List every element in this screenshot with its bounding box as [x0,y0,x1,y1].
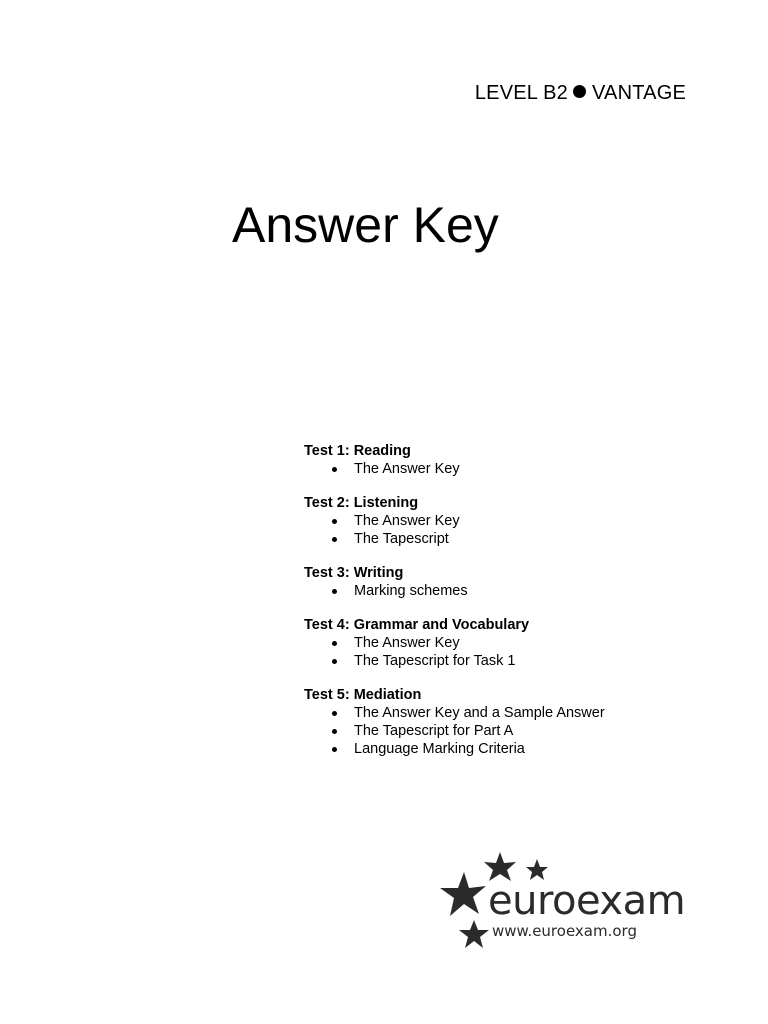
logo-url: www.euroexam.org [492,922,637,940]
star-bottom-icon [459,920,489,948]
bullet-icon [332,659,337,664]
list-item: The Answer Key [304,460,704,478]
list-item: The Tapescript [304,530,704,548]
star-small-icon [526,859,548,880]
logo-wordmark: euroexam [488,878,686,924]
bullet-icon [332,641,337,646]
section-test-1 [304,442,704,478]
bullet-icon [332,747,337,752]
page-title: Answer Key [232,197,499,253]
section-test-5 [304,686,704,758]
bullet-icon [332,537,337,542]
star-large-icon [440,872,486,916]
bullet-icon [332,519,337,524]
section-heading: Test 1: Reading [304,443,411,459]
list-item: The Answer Key and a Sample Answer [304,704,704,722]
bullet-icon [332,467,337,472]
list-item: The Answer Key [304,634,704,652]
level-name: VANTAGE [591,82,686,104]
bullet-icon [332,711,337,716]
section-heading: Test 3: Writing [304,565,404,581]
section-test-3 [304,564,704,600]
level-header [475,82,686,105]
bullet-icon [332,589,337,594]
bullet-dot-icon [573,85,586,98]
section-test-2 [304,494,704,548]
list-item: Language Marking Criteria [304,740,704,758]
list-item: Marking schemes [304,582,704,600]
list-item: The Tapescript for Task 1 [304,652,704,670]
list-item: The Answer Key [304,512,704,530]
list-item: The Tapescript for Part A [304,722,704,740]
euroexam-logo [436,848,706,958]
section-test-4 [304,616,704,670]
section-heading: Test 5: Mediation [304,687,422,703]
contents-list [304,442,704,774]
section-heading: Test 4: Grammar and Vocabulary [304,617,530,633]
level-label: LEVEL B2 [474,82,568,104]
section-heading: Test 2: Listening [304,495,419,511]
bullet-icon [332,729,337,734]
star-top-icon [484,852,516,881]
